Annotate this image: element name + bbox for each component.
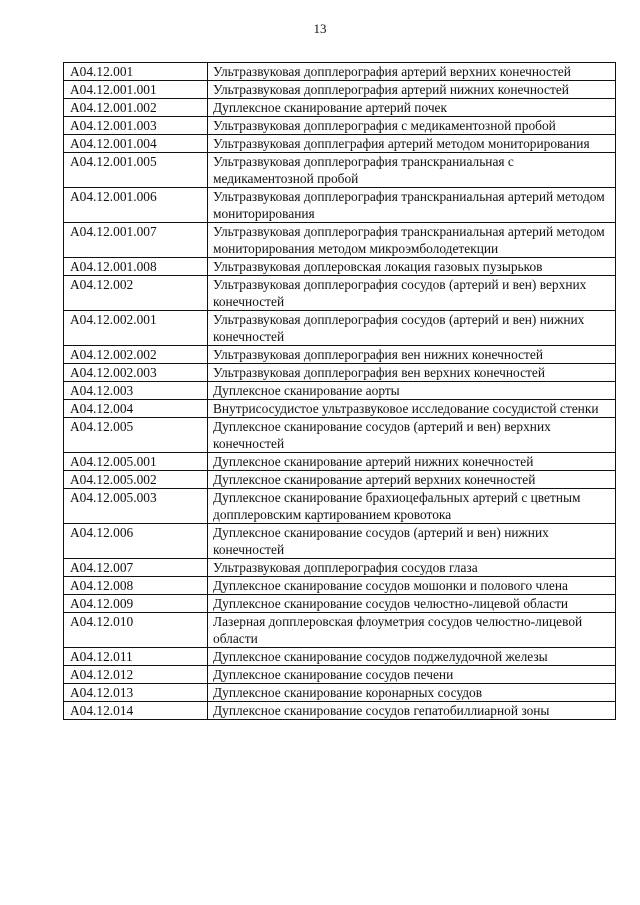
table-row — [64, 117, 616, 135]
service-name: Дуплексное сканирование сосудов (артерий и вен) нижних конечностей — [208, 524, 616, 559]
table-row — [64, 453, 616, 471]
service-code: A04.12.001 — [64, 63, 208, 81]
table-row — [64, 666, 616, 684]
service-code: A04.12.001.007 — [64, 223, 208, 258]
service-name: Дуплексное сканирование сосудов печени — [208, 666, 616, 684]
service-name: Дуплексное сканирование артерий почек — [208, 99, 616, 117]
table-row — [64, 577, 616, 595]
table-row — [64, 99, 616, 117]
service-code: A04.12.001.004 — [64, 135, 208, 153]
service-name: Внутрисосудистое ультразвуковое исследование сосудистой стенки — [208, 400, 616, 418]
table-row — [64, 471, 616, 489]
service-code: A04.12.007 — [64, 559, 208, 577]
service-name: Дуплексное сканирование коронарных сосудов — [208, 684, 616, 702]
service-name: Дуплексное сканирование аорты — [208, 382, 616, 400]
table-row — [64, 364, 616, 382]
service-name: Ультразвуковая доплеровская локация газовых пузырьков — [208, 258, 616, 276]
service-code: A04.12.002.003 — [64, 364, 208, 382]
services-table — [63, 62, 616, 720]
service-name: Дуплексное сканирование сосудов поджелудочной железы — [208, 648, 616, 666]
service-code: A04.12.013 — [64, 684, 208, 702]
service-name: Дуплексное сканирование артерий нижних конечностей — [208, 453, 616, 471]
service-code: A04.12.008 — [64, 577, 208, 595]
table-row — [64, 702, 616, 720]
service-code: A04.12.010 — [64, 613, 208, 648]
table-row — [64, 258, 616, 276]
service-code: A04.12.001.005 — [64, 153, 208, 188]
service-code: A04.12.001.003 — [64, 117, 208, 135]
service-name: Дуплексное сканирование сосудов гепатобиллиарной зоны — [208, 702, 616, 720]
table-row — [64, 346, 616, 364]
table-row — [64, 81, 616, 99]
service-code: A04.12.001.008 — [64, 258, 208, 276]
table-row — [64, 524, 616, 559]
table-row — [64, 400, 616, 418]
service-code: A04.12.006 — [64, 524, 208, 559]
service-name: Ультразвуковая допплерография сосудов (артерий и вен) верхних конечностей — [208, 276, 616, 311]
table-row — [64, 153, 616, 188]
service-code: A04.12.002 — [64, 276, 208, 311]
page-number: 13 — [313, 21, 327, 36]
service-name: Дуплексное сканирование сосудов челюстно-лицевой области — [208, 595, 616, 613]
service-code: A04.12.002.002 — [64, 346, 208, 364]
table-row — [64, 276, 616, 311]
table-row — [64, 559, 616, 577]
service-name: Ультразвуковая допплерография сосудов глаза — [208, 559, 616, 577]
service-name: Ультразвуковая допплерография транскраниальная с медикаментозной пробой — [208, 153, 616, 188]
table-row — [64, 648, 616, 666]
service-code: A04.12.001.002 — [64, 99, 208, 117]
service-name: Дуплексное сканирование артерий верхних конечностей — [208, 471, 616, 489]
table-row — [64, 188, 616, 223]
service-code: A04.12.014 — [64, 702, 208, 720]
table-row — [64, 223, 616, 258]
service-name: Ультразвуковая допплерография транскраниальная артерий методом мониторирования методом микроэмболодетекции — [208, 223, 616, 258]
service-name: Лазерная допплеровская флоуметрия сосудов челюстно-лицевой области — [208, 613, 616, 648]
service-code: A04.12.005.001 — [64, 453, 208, 471]
table-row — [64, 684, 616, 702]
service-name: Дуплексное сканирование брахиоцефальных артерий с цветным допплеровским картированием кровотока — [208, 489, 616, 524]
service-code: A04.12.009 — [64, 595, 208, 613]
service-name: Ультразвуковая допплеграфия артерий методом мониторирования — [208, 135, 616, 153]
service-code: A04.12.012 — [64, 666, 208, 684]
service-name: Ультразвуковая допплерография сосудов (артерий и вен) нижних конечностей — [208, 311, 616, 346]
table-row — [64, 311, 616, 346]
service-code: A04.12.004 — [64, 400, 208, 418]
service-name: Ультразвуковая допплерография с медикаментозной пробой — [208, 117, 616, 135]
table-row — [64, 382, 616, 400]
service-name: Ультразвуковая допплерография вен верхних конечностей — [208, 364, 616, 382]
services-table-body — [64, 63, 616, 720]
service-code: A04.12.005.002 — [64, 471, 208, 489]
service-name: Ультразвуковая допплерография вен нижних конечностей — [208, 346, 616, 364]
service-code: A04.12.001.006 — [64, 188, 208, 223]
service-code: A04.12.005.003 — [64, 489, 208, 524]
service-name: Ультразвуковая допплерография артерий верхних конечностей — [208, 63, 616, 81]
service-code: A04.12.003 — [64, 382, 208, 400]
table-row — [64, 63, 616, 81]
service-code: A04.12.011 — [64, 648, 208, 666]
service-name: Дуплексное сканирование сосудов (артерий и вен) верхних конечностей — [208, 418, 616, 453]
service-code: A04.12.002.001 — [64, 311, 208, 346]
table-row — [64, 418, 616, 453]
service-name: Ультразвуковая допплерография транскраниальная артерий методом мониторирования — [208, 188, 616, 223]
service-code: A04.12.005 — [64, 418, 208, 453]
service-code: A04.12.001.001 — [64, 81, 208, 99]
table-row — [64, 595, 616, 613]
service-name: Ультразвуковая допплерография артерий нижних конечностей — [208, 81, 616, 99]
table-row — [64, 135, 616, 153]
table-row — [64, 613, 616, 648]
table-row — [64, 489, 616, 524]
service-name: Дуплексное сканирование сосудов мошонки и полового члена — [208, 577, 616, 595]
